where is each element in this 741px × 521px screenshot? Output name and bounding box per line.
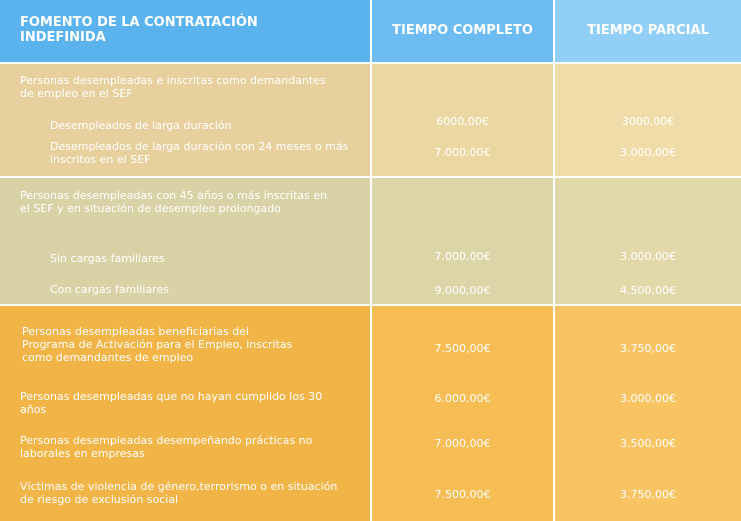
part-time-value: 3.750,00€ <box>620 342 676 355</box>
column-category <box>0 0 370 521</box>
part-time-value: 3.000,00€ <box>620 146 676 159</box>
full-time-value: 7.000,00€ <box>434 250 491 263</box>
full-time-value: 7.500,00€ <box>434 488 491 501</box>
row-label-long-term-unemployed: Desempleados de larga duración <box>50 119 232 132</box>
row-label-under-30: Personas desempleadas que no hayan cumplido los 30 años <box>20 390 323 416</box>
full-time-value: 6000,00€ <box>436 115 489 128</box>
header-part-time-label: TIEMPO PARCIAL <box>587 23 709 38</box>
column-full-time <box>372 0 553 521</box>
row-label-gender-violence: Víctimas de violencia de género,terrorismo o en situación de riesgo de exclusión social <box>20 480 338 506</box>
header-category-label: FOMENTO DE LA CONTRATACIÓN INDEFINIDA <box>20 15 258 45</box>
column-part-time <box>555 0 741 521</box>
row-label-activation-program: Personas desempleadas beneficiarias del Programa de Activación para el Empleo, inscritas como demandantes de empleo <box>22 325 293 364</box>
part-time-value: 3.000,00€ <box>620 250 676 263</box>
part-time-value: 3.750,00€ <box>620 488 676 501</box>
header-part-time <box>555 0 741 62</box>
row-label-long-term-24-months: Desempleados de larga duración con 24 meses o más inscritos en el SEF <box>50 140 349 166</box>
row-label-no-dependents: Sin cargas familiares <box>50 252 165 265</box>
full-time-value: 7.000,00€ <box>434 146 491 159</box>
row-label-over-45: Personas desempleadas con 45 años o más inscritas en el SEF y en situación de desempleo prolongado <box>20 189 328 215</box>
row-label-registered-unemployed: Personas desempleadas e inscritas como demandantes de empleo en el SEF <box>20 74 326 100</box>
part-time-value: 4.500,00€ <box>620 284 676 297</box>
full-time-value: 6.000,00€ <box>434 392 491 405</box>
full-time-value: 9.000,00€ <box>434 284 491 297</box>
row-label-internships: Personas desempleadas desempeñando prácticas no laborales en empresas <box>20 434 313 460</box>
full-time-value: 7.500,00€ <box>434 342 491 355</box>
header-full-time-label: TIEMPO COMPLETO <box>392 23 533 38</box>
part-time-value: 3.500,00€ <box>620 437 676 450</box>
header-category <box>0 0 370 62</box>
part-time-value: 3000,00€ <box>621 115 675 128</box>
part-time-value: 3.000,00€ <box>620 392 676 405</box>
full-time-value: 7.000,00€ <box>434 437 491 450</box>
row-label-with-dependents: Con cargas familiares <box>50 283 169 296</box>
header-full-time <box>372 0 553 62</box>
